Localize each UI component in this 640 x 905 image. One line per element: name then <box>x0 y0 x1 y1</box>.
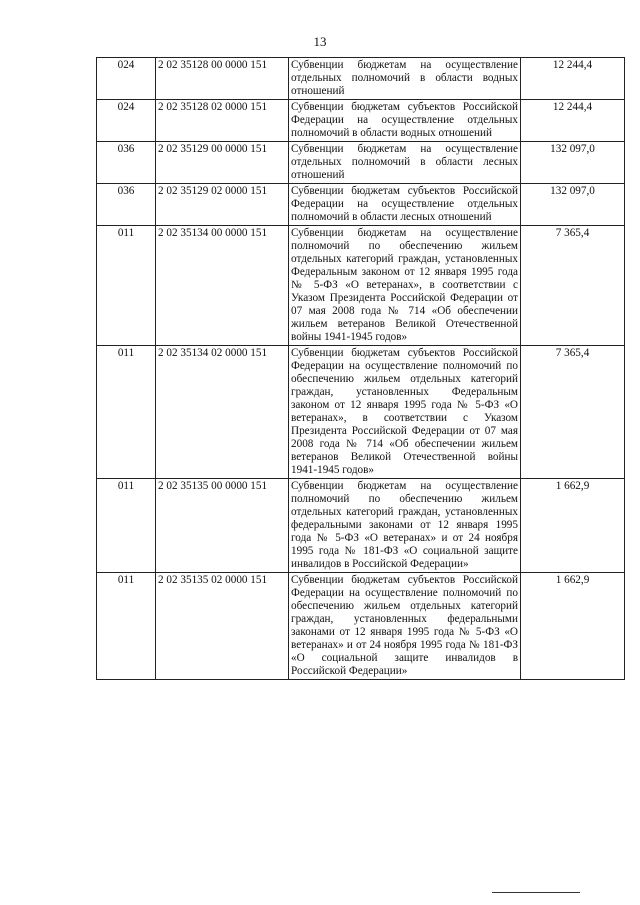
income-name-cell: Субвенции бюджетам на осуществление полномочий по обеспечению жильем отдельных категорий граждан, установленных федеральными законами от 12 января 1995 года № 5-ФЗ «О ветеранах» и от 24 ноября 1995 года № 181-ФЗ «О социальной защите инвалидов в Российской Федерации» <box>289 479 521 573</box>
amount-cell: 7 365,4 <box>521 346 625 479</box>
income-name-cell: Субвенции бюджетам субъектов Российской Федерации на осуществление полномочий по обеспечению жильем отдельных категорий граждан, установленных федеральными законами от 12 января 1995 года № 5-ФЗ «О ветеранах» и от 24 ноября 1995 года № 181-ФЗ «О социальной защите инвалидов в Российской Федерации» <box>289 573 521 680</box>
table-body <box>97 58 625 680</box>
admin-code-cell: 036 <box>97 184 156 226</box>
budget-code-cell: 2 02 35135 00 0000 151 <box>156 479 289 573</box>
income-name-cell: Субвенции бюджетам на осуществление полномочий по обеспечению жильем отдельных категорий граждан, установленных Федеральным законом от 12 января 1995 года № 5-ФЗ «О ветеранах», в соответствии с Указом Президента Российской Федерации от 07 мая 2008 года № 714 «Об обеспечении жильем ветеранов Великой Отечественной войны 1941-1945 годов» <box>289 226 521 346</box>
table-row <box>97 573 625 680</box>
amount-cell: 7 365,4 <box>521 226 625 346</box>
budget-code-cell: 2 02 35134 00 0000 151 <box>156 226 289 346</box>
amount-cell: 132 097,0 <box>521 184 625 226</box>
admin-code-cell: 011 <box>97 346 156 479</box>
budget-code-cell: 2 02 35129 00 0000 151 <box>156 142 289 184</box>
table-row <box>97 58 625 100</box>
income-name-cell: Субвенции бюджетам на осуществление отдельных полномочий в области водных отношений <box>289 58 521 100</box>
budget-code-cell: 2 02 35135 02 0000 151 <box>156 573 289 680</box>
income-name-cell: Субвенции бюджетам субъектов Российской Федерации на осуществление полномочий по обеспечению жильем отдельных категорий граждан, установленных Федеральным законом от 12 января 1995 года № 5-ФЗ «О ветеранах», в соответствии с Указом Президента Российской Федерации от 07 мая 2008 года № 714 «Об обеспечении жильем ветеранов Великой Отечественной войны 1941-1945 годов» <box>289 346 521 479</box>
table-row <box>97 184 625 226</box>
admin-code-cell: 011 <box>97 479 156 573</box>
budget-code-cell: 2 02 35128 00 0000 151 <box>156 58 289 100</box>
budget-code-cell: 2 02 35134 02 0000 151 <box>156 346 289 479</box>
admin-code-cell: 011 <box>97 573 156 680</box>
income-name-cell: Субвенции бюджетам субъектов Российской Федерации на осуществление отдельных полномочий в области водных отношений <box>289 100 521 142</box>
table-row <box>97 100 625 142</box>
income-name-cell: Субвенции бюджетам на осуществление отдельных полномочий в области лесных отношений <box>289 142 521 184</box>
amount-cell: 1 662,9 <box>521 573 625 680</box>
admin-code-cell: 011 <box>97 226 156 346</box>
table-row <box>97 226 625 346</box>
amount-cell: 1 662,9 <box>521 479 625 573</box>
budget-table <box>96 57 625 680</box>
amount-cell: 12 244,4 <box>521 100 625 142</box>
budget-code-cell: 2 02 35128 02 0000 151 <box>156 100 289 142</box>
footer-rule <box>492 892 580 893</box>
amount-cell: 132 097,0 <box>521 142 625 184</box>
page-number: 13 <box>313 34 327 49</box>
income-name-cell: Субвенции бюджетам субъектов Российской Федерации на осуществление отдельных полномочий в области лесных отношений <box>289 184 521 226</box>
admin-code-cell: 024 <box>97 100 156 142</box>
admin-code-cell: 036 <box>97 142 156 184</box>
table-row <box>97 142 625 184</box>
table-row <box>97 346 625 479</box>
admin-code-cell: 024 <box>97 58 156 100</box>
table-row <box>97 479 625 573</box>
amount-cell: 12 244,4 <box>521 58 625 100</box>
budget-code-cell: 2 02 35129 02 0000 151 <box>156 184 289 226</box>
